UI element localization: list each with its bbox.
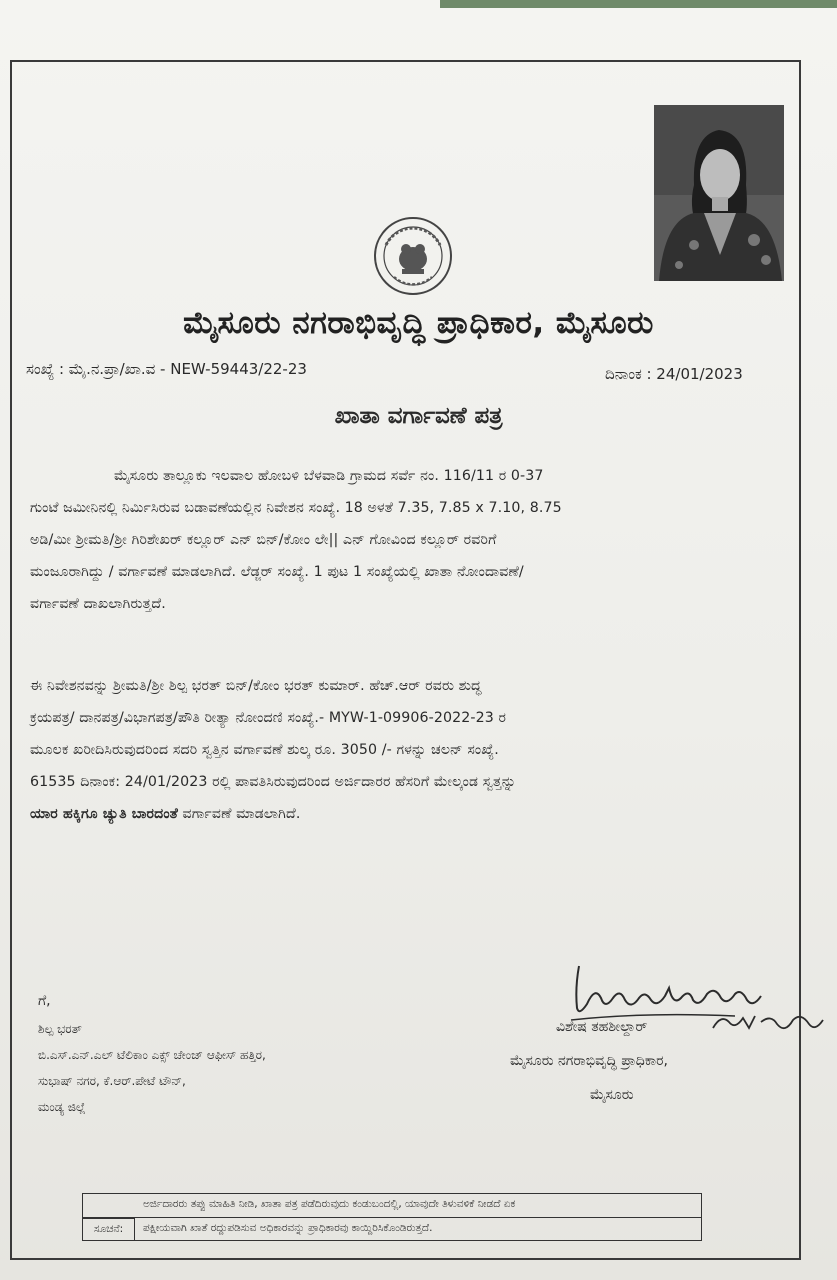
text-run: ವರ್ಗಾವಣೆ ಮಾಡಲಾಗಿದೆ. [177,806,301,822]
recipient-address [38,1016,266,1120]
notice-line: ಅರ್ಜಿದಾರರು ತಪ್ಪು ಮಾಹಿತಿ ನೀಡಿ, ಖಾತಾ ಪತ್ರ ಪಡೆದಿರುವುದು ಕಂಡುಬಂದಲ್ಲಿ, ಯಾವುದೇ ತಿಳುವಳಿಕೆ ನೀಡದೆ ಏಕ [143,1198,516,1210]
signatory-organisation: ಮೈಸೂರು ನಗರಾಭಿವೃದ್ಧಿ ಪ್ರಾಧಿಕಾರ, [510,1053,668,1069]
text-line: ವರ್ಗಾವಣೆ ದಾಖಲಾಗಿರುತ್ತದೆ. [30,596,166,612]
text-line: ಮಂಜೂರಾಗಿದ್ದು / ವರ್ಗಾವಣೆ ಮಾಡಲಾಗಿದೆ. ಲೆಡ್ಜರ್ ಸಂಖ್ಯೆ. 1 ಪುಟ 1 ಸಂಖ್ಯೆಯಲ್ಲಿ ಖಾತಾ ನೋಂದಾವಣೆ/ [30,564,524,580]
notice-divider [83,1217,701,1218]
authority-emblem-icon [372,215,454,297]
signatory-designation: ವಿಶೇಷ ತಹಶೀಲ್ದಾರ್ [556,1019,648,1035]
signatory-city: ಮೈಸೂರು [590,1087,634,1103]
applicant-photo [654,105,784,281]
authority-title: ಮೈಸೂರು ನಗರಾಭಿವೃದ್ಧಿ ಪ್ರಾಧಿಕಾರ, ಮೈಸೂರು [183,305,654,341]
notice-line: ಪಕ್ಷೀಯವಾಗಿ ಖಾತೆ ರದ್ದುಪಡಿಸುವ ಅಧಿಕಾರವನ್ನು ಪ್ರಾಧಿಕಾರವು ಕಾಯ್ದಿರಿಸಿಕೊಂಡಿರುತ್ತದೆ. [143,1222,433,1234]
paragraph-transfer [30,670,770,830]
signatory-block [510,1010,668,1112]
text-line: ಈ ನಿವೇಶನವನ್ನು ಶ್ರೀಮತಿ/ಶ್ರೀ ಶಿಲ್ಪ ಭರತ್ ಬಿನ್/ಕೋಂ ಭರತ್ ಕುಮಾರ್. ಹೆಚ್.ಆರ್ ರವರು ಶುದ್ಧ [30,678,482,694]
text-line: ಗುಂಟೆ ಜಮೀನಿನಲ್ಲಿ ನಿರ್ಮಿಸಿರುವ ಬಡಾವಣೆಯಲ್ಲಿನ ನಿವೇಶನ ಸಂಖ್ಯೆ. 18 ಅಳತೆ 7.35, 7.85 x 7.10, 8.75 [30,500,562,516]
reference-number: ಸಂಖ್ಯೆ : ಮೈ.ನ.ಪ್ರಾ/ಖಾ.ವ - NEW-59443/22-23 [26,360,307,378]
text-line: 61535 ದಿನಾಂಕ: 24/01/2023 ರಲ್ಲಿ ಪಾವತಿಸಿರುವುದರಿಂದ ಅರ್ಜಿದಾರರ ಹೆಸರಿಗೆ ಮೇಲ್ಕಂಡ ಸ್ವತ್ತನ್ನು [30,774,517,790]
document-subject: ಖಾತಾ ವರ್ಗಾವಣೆ ಪತ್ರ [334,403,503,429]
emphasis-text: ಯಾರ ಹಕ್ಕಿಗೂ ಚ್ಯುತಿ ಬಾರದಂತೆ [30,806,178,822]
text-line: ಮೂಲಕ ಖರೀದಿಸಿರುವುದರಿಂದ ಸದರಿ ಸ್ವತ್ತಿನ ವರ್ಗಾವಣೆ ಶುಲ್ಕ ರೂ. 3050 /- ಗಳನ್ನು ಚಲನ್ ಸಂಖ್ಯೆ. [30,742,499,758]
paragraph-allotment [30,460,770,620]
notice-label: ಸೂಚನೆ: [83,1218,135,1240]
text-line: ಅಡಿ/ಮೀ ಶ್ರೀಮತಿ/ಶ್ರೀ ಗಿರಿಶೇಖರ್ ಕಲ್ಲೂರ್ ಎನ್ ಬಿನ್/ಕೋಂ ಲೇ|| ಎನ್ ಗೋವಿಂದ ಕಲ್ಲೂರ್ ರವರಿಗೆ [30,532,497,548]
issue-date: ದಿನಾಂಕ : 24/01/2023 [605,365,743,383]
address-line: ಬಿ.ಎಸ್.ಎನ್.ಎಲ್ ಟೆಲಿಕಾಂ ಎಕ್ಸ್ ಚೇಂಜ್ ಆಫೀಸ್ ಹತ್ತಿರ, [38,1048,266,1062]
address-line: ಶಿಲ್ಪ ಭರತ್ [38,1022,82,1036]
text-line: ಕ್ರಯಪತ್ರ/ ದಾನಪತ್ರ/ವಿಭಾಗಪತ್ರ/ಪೌತಿ ರೀತ್ಯಾ ನೋಂದಣಿ ಸಂಖ್ಯೆ.- MYW-1-09906-2022-23 ರ [30,710,507,726]
address-line: ಸುಭಾಷ್ ನಗರ, ಕೆ.ಆರ್.ಪೇಟೆ ಟೌನ್, [38,1074,186,1088]
text-line [30,798,770,830]
text-line: ಮೈಸೂರು ತಾಲ್ಲೂಕು ಇಲವಾಲ ಹೋಬಳಿ ಬೆಳವಾಡಿ ಗ್ರಾಮದ ಸರ್ವೆ ನಂ. 116/11 ರ 0-37 [114,468,544,484]
address-line: ಮಂಡ್ಯ ಜಿಲ್ಲೆ [38,1100,86,1114]
address-salutation: ಗೆ, [38,993,51,1009]
background-strip [440,0,837,8]
notice-box [82,1193,702,1241]
